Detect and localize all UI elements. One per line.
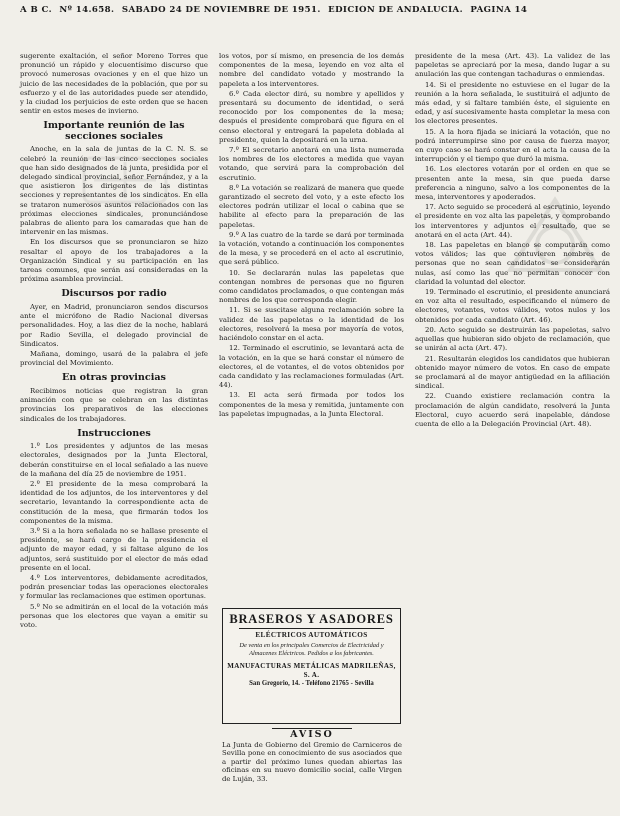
- paragraph: 2.º El presidente de la mesa comprobará la identidad de los adjuntos, de los interventores y del secretario, levantando la correspondiente acta de constitución de la mesa, que firmarán todos los componentes de la misma.: [20, 480, 208, 525]
- paragraph: En los discursos que se pronunciaron se hizo resaltar el apoyo de los trabajadores a la Organización Sindical y su participación en las tareas comunes, que serán así consideradas en la próxima asamblea provincial.: [20, 238, 208, 284]
- paragraph: 16. Los electores votarán por el orden en que se presenten ante la mesa, sin que pueda darse preferencia a ninguno, salvo a los componentes de la mesa, interventores y apoderados.: [415, 165, 610, 202]
- paragraph: 1.º Los presidentes y adjuntos de las mesas electorales, designados por la Junta Electoral, deberán constituirse en el local señalado a las nueve de la mañana del día 25 de noviembre de 1951.: [20, 442, 208, 478]
- paragraph: 7.º El secretario anotará en una lista numerada los nombres de los electores a medida que vayan votando, que servirá para la comprobación del escrutinio.: [219, 146, 404, 182]
- paragraph: Anoche, en la sala de juntas de la C. N. S. se celebró la reunión de las cinco secciones sociales que han sido designados de la junta, presidida por el delegado sindical provincial, señor Fernández, y a la que asistieron los dirigentes de las distintas secciones y representantes de los sindicatos. En ella se trataron numerosos asuntos relacionados con las próximas elecciones sindicales, pronunciándose palabras de aliento para los camaradas que han de intervenir en las mismas.: [20, 145, 208, 237]
- column-2: [219, 52, 404, 420]
- paragraph: 13. El acta será firmada por todos los componentes de la mesa y remitida, juntamente con las papeletas impugnadas, a la Junta Electoral.: [219, 391, 404, 418]
- header-issue: Nº 14.658.: [59, 5, 115, 15]
- ad-title: BRASEROS Y ASADORES: [229, 612, 394, 626]
- paragraph: 6.º Cada elector dirá, su nombre y apellidos y presentará su documento de identidad, o será reconocido por los componentes de la mesa; después el presidente comprobará que figura en el censo electoral y entregará la papeleta doblada al presidente, quien la depositará en la urna.: [219, 89, 404, 144]
- header-date: SÁBADO 24 DE NOVIEMBRE DE 1951.: [121, 5, 321, 15]
- header-edition: EDICIÓN DE ANDALUCÍA.: [328, 5, 463, 15]
- paragraph: Ayer, en Madrid, pronunciaron sendos discursos ante el micrófono de Radio Nacional diversas personalidades. Hoy, a las diez de la noche, hablará por Radio Sevilla, el delegado provincial de Sindicatos.: [20, 302, 208, 348]
- paragraph: 17. Acto seguido se procederá al escrutinio, leyendo el presidente en voz alta las papeletas, y comprobando los interventores y adjuntos el resultado, que se anotará en el acta (Art. 44).: [415, 203, 610, 239]
- paragraph: 14. Si el presidente no estuviese en el lugar de la reunión a la hora señalada, le sustituirá el adjunto de más edad, y si faltare también éste, el siguiente en edad, y así sucesivamente hasta completar la mesa con los electores presentes.: [415, 80, 610, 126]
- notice-text: La Junta de Gobierno del Gremio de Carniceros de Sevilla pone en conocimiento de sus asociados que a partir del próximo lunes quedan abiertas las oficinas en su nuevo domicilio social, calle Virgen de Luján, 33.: [222, 740, 402, 783]
- paragraph: 9.º A las cuatro de la tarde se dará por terminada la votación, votando a continuación los componentes de la mesa, y se procederá en el acto al escrutinio, que será público.: [219, 230, 404, 267]
- paragraph: 18. Las papeletas en blanco se computarán como votos válidos; las que contuvieren nombres de personas que no sean candidatos se considerarán nulas, así como las que no permitan conocer con claridad la voluntad del elector.: [415, 241, 610, 286]
- notice-title: AVISO: [290, 729, 334, 740]
- ad-divider: [239, 628, 384, 629]
- paragraph: 11. Si se suscitase alguna reclamación sobre la validez de las papeletas o la identidad de los electores, resolverá la mesa por mayoría de votos, haciéndolo constar en el acta.: [219, 306, 404, 343]
- section-heading: Discursos por radio: [61, 288, 167, 300]
- paragraph: 5.º No se admitirán en el local de la votación más personas que los electores que vayan a emitir su voto.: [20, 602, 208, 630]
- paragraph: 8.º La votación se realizará de manera que quede garantizado el secreto del voto, y a este efecto los electores podrán utilizar el local o cabina que se habilite al efecto para la preparación de las papeletas.: [219, 183, 404, 229]
- ad-subtitle: ELÉCTRICOS AUTOMÁTICOS: [255, 631, 368, 639]
- paragraph: Mañana, domingo, usará de la palabra el jefe provincial del Movimiento.: [20, 349, 208, 368]
- column-3: [415, 52, 610, 430]
- page-header: [20, 5, 610, 19]
- notice-aviso: [222, 728, 402, 792]
- ad-company: MANUFACTURAS METÁLICAS MADRILEÑAS, S. A.: [227, 662, 396, 679]
- paragraph: 21. Resultarán elegidos los candidatos que hubieran obtenido mayor número de votos. En caso de empate se proclamará al de mayor antigüedad en la afiliación sindical.: [415, 354, 610, 391]
- section-heading: Importante reunión de las secciones sociales: [43, 120, 185, 142]
- paragraph: 4.º Los interventores, debidamente acreditados, podrán presenciar todas las operaciones electorales y formular las reclamaciones que estimen oportunas.: [20, 574, 208, 601]
- advertisement-braseros: [222, 608, 401, 724]
- paragraph: sugerente exaltación, el señor Moreno Torres que pronunció un rápido y elocuentísimo discurso que provocó numerosas ovaciones y en el que hizo un juicio de las necesidades de la población, que por su esfuerzo y el de las autoridades puede ser atendido, y la ciudad los perjuicios de este orden que se hacen sentir en estos meses de invierno.: [20, 52, 208, 116]
- paragraph: 22. Cuando existiere reclamación contra la proclamación de algún candidato, resolverá la Junta Electoral, cuyo acuerdo será inapelable, dándose cuenta de ello a la Delegación Provincial (Art. 48).: [415, 392, 610, 428]
- paragraph: 15. A la hora fijada se iniciará la votación, que no podrá interrumpirse sino por causa de fuerza mayor, en cuyo caso se hará constar en el acta la causa de la interrupción y el tiempo que duró la misma.: [415, 127, 610, 164]
- paragraph: 20. Acto seguido se destruirán las papeletas, salvo aquellas que hubieran sido objeto de reclamación, que se unirán al acta (Art. 47).: [415, 325, 610, 353]
- section-heading: En otras provincias: [62, 372, 166, 384]
- section-heading: Instrucciones: [77, 427, 151, 439]
- ad-body: De venta en los principales Comercios de Electricidad y Almacenes Eléctricos. Pedidos a los fabricantes.: [239, 642, 384, 657]
- header-page: PÁGINA 14: [470, 5, 528, 15]
- header-newspaper: A B C.: [20, 5, 52, 15]
- column-1: [20, 52, 208, 631]
- ad-address: San Gregorio, 14. - Teléfono 21765 - Sevilla: [249, 680, 374, 687]
- paragraph: 3.º Si a la hora señalada no se hallase presente el presidente, se hará cargo de la presidencia el adjunto de mayor edad, y si faltase alguno de los adjuntos, será sustituido por el elector de más edad presente en el local.: [20, 527, 208, 572]
- paragraph: 19. Terminado el escrutinio, el presidente anunciará en voz alta el resultado, especificando el número de electores, votantes, votos válidos, votos nulos y los obtenidos por cada candidato (Art. 46).: [415, 288, 610, 324]
- paragraph: los votos, por sí mismo, en presencia de los demás componentes de la mesa, leyendo en voz alta el nombre del candidato votado y mostrando la papeleta a los interventores.: [219, 52, 404, 88]
- paragraph: 10. Se declararán nulas las papeletas que contengan nombres de personas que no figuren como candidatos proclamados, o que contengan más nombres de los que corresponda elegir.: [219, 268, 404, 305]
- paragraph: presidente de la mesa (Art. 43). La validez de las papeletas se apreciará por la mesa, dando lugar a su anulación las que contengan tachaduras o enmiendas.: [415, 52, 610, 79]
- paragraph: 12. Terminado el escrutinio, se levantará acta de la votación, en la que se hará constar el número de electores, el de votantes, el de votos obtenidos por cada candidato y las reclamaciones formuladas (Art. 44).: [219, 344, 404, 390]
- paragraph: Recibimos noticias que registran la gran animación con que se celebran en las distintas provincias los preparativos de las elecciones sindicales de los trabajadores.: [20, 386, 208, 423]
